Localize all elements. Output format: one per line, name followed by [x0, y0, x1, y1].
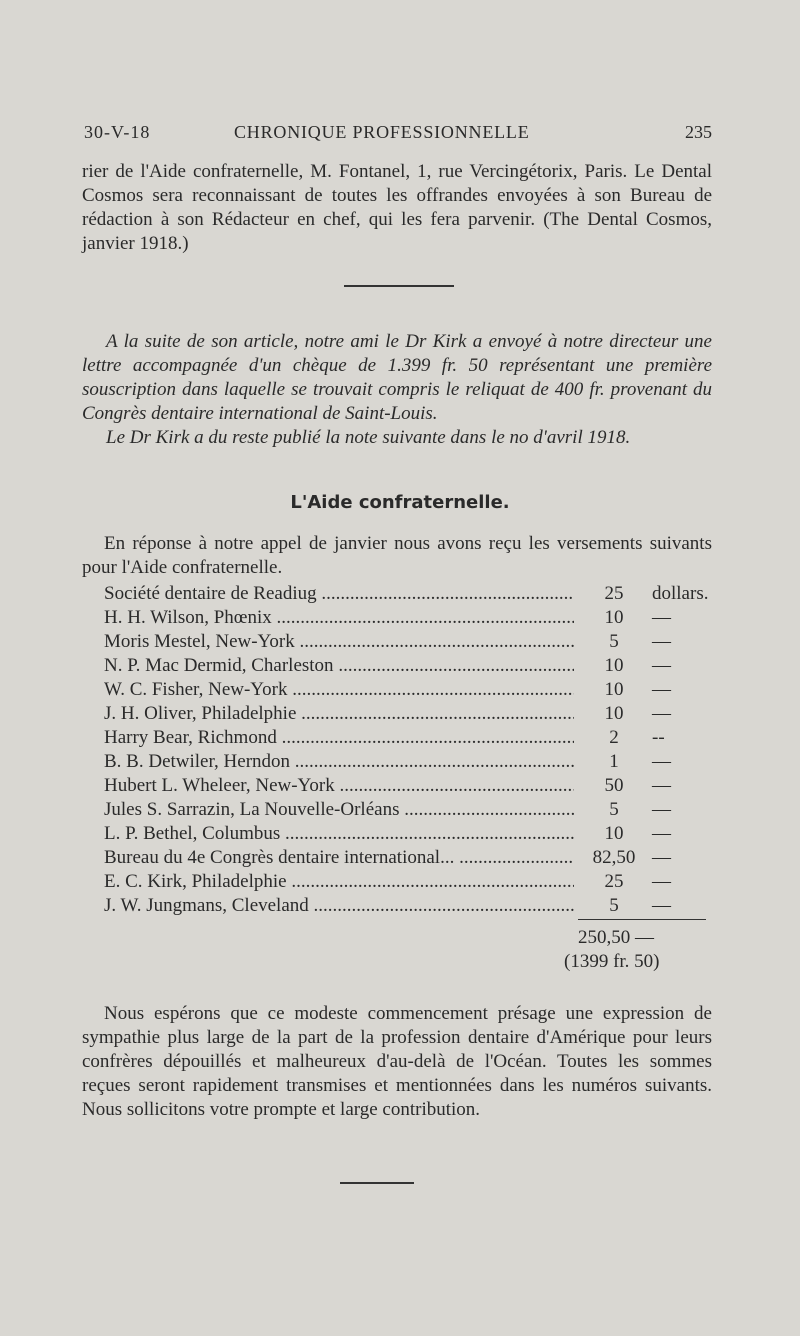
contribution-row [104, 750, 710, 774]
contribution-unit: — [652, 799, 671, 820]
contribution-unit: — [652, 607, 671, 628]
contribution-unit: — [652, 895, 671, 916]
contribution-row [104, 894, 710, 918]
contribution-unit: — [652, 871, 671, 892]
contribution-row [104, 798, 710, 822]
contribution-amount: 10 [584, 678, 644, 702]
contribution-row [104, 582, 710, 606]
contributor-name: J. W. Jungmans, Cleveland ..... [104, 894, 574, 918]
contributor-name: Moris Mestel, New-York ..... [104, 630, 574, 654]
contribution-row [104, 654, 710, 678]
contribution-unit: — [652, 823, 671, 844]
contributor-name: B. B. Detwiler, Herndon ..... [104, 750, 574, 774]
contributor-name: Bureau du 4e Congrès dentaire international... ..... [104, 846, 574, 870]
contribution-unit: — [652, 751, 671, 772]
contribution-unit: — [652, 631, 671, 652]
page-number: 235 [685, 122, 712, 142]
contribution-amount: 2 [584, 726, 644, 750]
contribution-amount: 5 [584, 630, 644, 654]
contributor-name: W. C. Fisher, New-York ..... [104, 678, 574, 702]
header-title: CHRONIQUE PROFESSIONNELLE [234, 122, 530, 142]
contribution-unit: -- [652, 727, 665, 748]
contribution-unit: — [652, 775, 671, 796]
contribution-unit: — [652, 847, 671, 868]
contribution-amount: 82,50 [584, 846, 644, 870]
contribution-row [104, 630, 710, 654]
contribution-amount: 5 [584, 798, 644, 822]
contributor-name: Harry Bear, Richmond ..... [104, 726, 574, 750]
contribution-row [104, 702, 710, 726]
intro-paragraph [82, 160, 712, 256]
contribution-amount: 10 [584, 606, 644, 630]
sum-rule [578, 919, 706, 920]
contribution-amount: 25 [584, 870, 644, 894]
contribution-amount: 1 [584, 750, 644, 774]
contributor-name: Hubert L. Wheleer, New-York ..... [104, 774, 574, 798]
contribution-unit: — [652, 703, 671, 724]
contribution-amount: 25 [584, 582, 644, 606]
contribution-row [104, 870, 710, 894]
section-divider [344, 285, 454, 287]
contribution-unit: — [652, 655, 671, 676]
contribution-amount: 10 [584, 822, 644, 846]
closing-text: Nous espérons que ce modeste commencement présage une expression de sympathie plus large de la part de la profession dentaire d'Amérique pour leurs confrères dépouillés et malheureux d'au-delà de l'Océan. Toutes les sommes reçues seront rapidement transmises et mentionnées dans les numéros suivants. Nous sollicitons votre prompte et large contribution. [82, 1003, 712, 1120]
total-dollars: 250,50 — [578, 927, 654, 948]
contribution-row [104, 606, 710, 630]
contribution-amount: 5 [584, 894, 644, 918]
contributor-name: J. H. Oliver, Philadelphie ..... [104, 702, 574, 726]
editor-note [82, 330, 712, 450]
contributor-name: L. P. Bethel, Columbus ..... [104, 822, 574, 846]
intro-text: rier de l'Aide confraternelle, M. Fontanel, 1, rue Vercingétorix, Paris. Le Dental Cosmos sera reconnaissant de toutes les offrandes envoyées à son Bureau de rédaction à son Rédacteur en chef, qui les fera parvenir. (The Dental Cosmos, janvier 1918.) [82, 161, 712, 254]
contribution-row [104, 822, 710, 846]
contributor-name: N. P. Mac Dermid, Charleston ..... [104, 654, 574, 678]
response-paragraph [82, 532, 712, 580]
running-header [84, 122, 712, 148]
contributions-list [104, 582, 710, 918]
response-text: En réponse à notre appel de janvier nous avons reçu les versements suivants pour l'Aide confraternelle. [82, 533, 712, 578]
header-date: 30-V-18 [84, 122, 151, 142]
editor-note-paragraph-1: A la suite de son article, notre ami le Dr Kirk a envoyé à notre directeur une lettre accompagnée d'un chèque de 1.399 fr. 50 représentant une première souscription dans laquelle se trouvait compris le reliquat de 400 fr. provenant du Congrès dentaire international de Saint-Louis. [82, 331, 712, 424]
contribution-row [104, 774, 710, 798]
total-block [564, 926, 660, 974]
contributor-name: Société dentaire de Readiug ..... [104, 582, 574, 606]
contribution-row [104, 726, 710, 750]
contribution-amount: 50 [584, 774, 644, 798]
end-divider [340, 1182, 414, 1184]
contributor-name: E. C. Kirk, Philadelphie ..... [104, 870, 574, 894]
contribution-row [104, 846, 710, 870]
editor-note-paragraph-2: Le Dr Kirk a du reste publié la note suivante dans le no d'avril 1918. [106, 427, 631, 448]
contributor-name: H. H. Wilson, Phœnix ..... [104, 606, 574, 630]
contribution-unit: — [652, 679, 671, 700]
contribution-amount: 10 [584, 702, 644, 726]
contributor-name: Jules S. Sarrazin, La Nouvelle-Orléans ..... [104, 798, 574, 822]
contribution-row [104, 678, 710, 702]
total-francs: (1399 fr. 50) [564, 951, 660, 972]
contribution-unit: dollars. [652, 583, 709, 604]
section-title: L'Aide confraternelle. [290, 492, 510, 513]
contribution-amount: 10 [584, 654, 644, 678]
closing-paragraph [82, 1002, 712, 1122]
